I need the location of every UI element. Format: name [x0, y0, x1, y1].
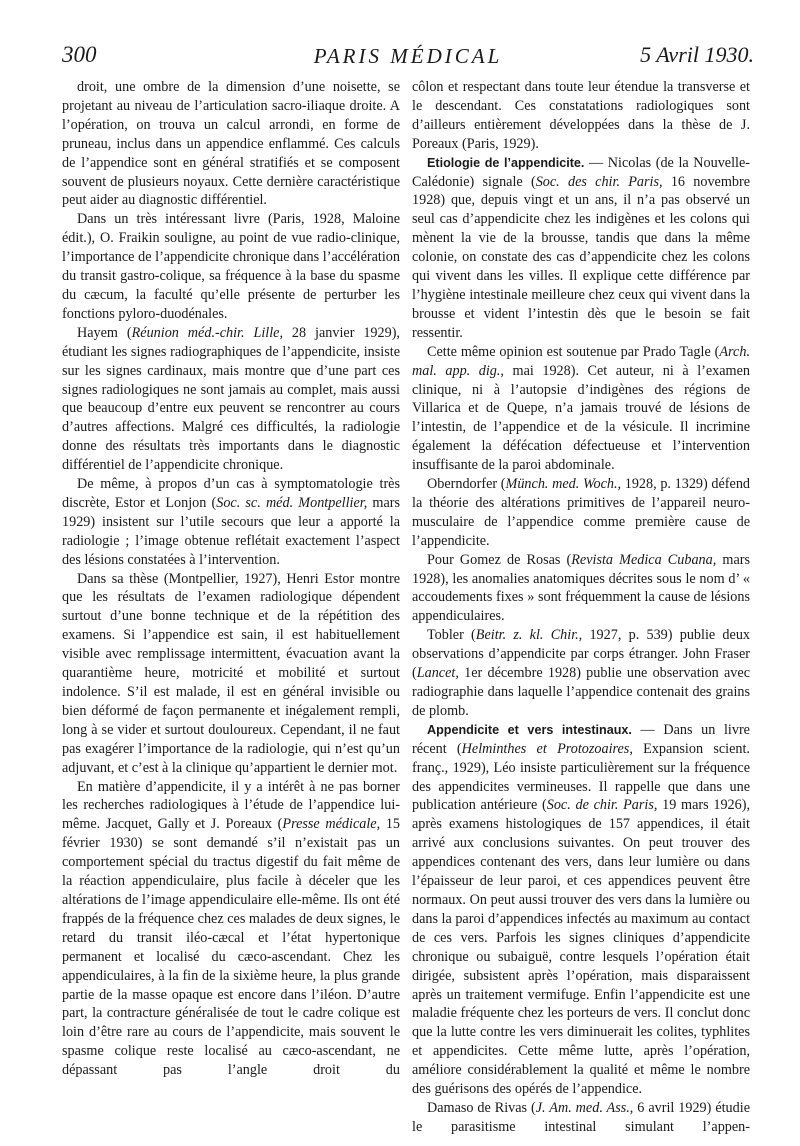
paragraph	[62, 78, 400, 210]
paragraph-text: droit, une ombre de la dimension d’une noisette, se projetant au niveau de l’articulation sacro-iliaque droite. A l’opération, on trouva un calcul arrondi, en forme de pruneau, inclus dans un appendice enflammé. Ces calculs de l’appendice sont en général stratifiés et se composent souvent de plusieurs noyaux. Cette dernière caractéristique peut aider au diagnostic différentiel.	[62, 79, 400, 209]
paragraph	[412, 551, 750, 627]
section-heading: Appendicite et vers intestinaux.	[427, 722, 632, 737]
paragraph	[62, 778, 400, 1081]
paragraph-text: Dans un très intéressant livre (Paris, 1928, Maloine édit.), O. Fraikin souligne, au point de vue radio-clinique, l’importance de l’appendicite chronique dans l’accélération du transit gastro-colique, sa fréquence à la base du spasme du cæcum, la faculté qu’elle présente de perturber les fonctions pyloro-duodénales.	[62, 211, 400, 322]
paragraph	[412, 78, 750, 154]
paragraph-text: 15 février 1930) se sont demandé s’il n’existait pas un comportement spécial du tractus digestif du fait même de la réaction appendiculaire, plus facile à déceler que les altérations de l’image appendiculaire elle-même. Ils ont été frappés de la fréquence chez ces malades de deux signes, le retard du transit iléo-cæcal et l’état hypertonique permanent et localisé du cæco-ascendant. Chez les appendiculaires, à la fin de la sixième heure, la plus grande partie de la masse opaque est encore dans l’iléon. D’autre part, la contracture généralisée de tout le cadre colique est loin d’être rare au cours de l’appendicite, mais souvent le spasme colique reste localisé au cæco-ascendant, ne dépassant pas l’angle droit du	[62, 816, 401, 1079]
paragraph	[412, 721, 750, 1099]
right-column	[412, 78, 750, 1137]
paragraph-text: Dans sa thèse (Montpellier, 1927), Henri Estor montre que les résultats de l’examen radiologique dépendent surtout d’une bonne technique et de la répétition des examens. Si l’appendice est sain, il est habituellement visible avec remplissage intermittent, évacuation avant la quarantième heure, motricité et mobilité et surtout indolence. S’il est malade, il est en général invisible ou bien déformé de façon permanente et inégalement rempli, long à se vider et surtout douloureux. Cependant, il ne faut pas exagérer l’importance de la radiologie, qui n’est qu’un adjuvant, et c’est à la clinique qu’appartient le dernier mot.	[62, 570, 400, 776]
paragraph	[62, 210, 400, 323]
section-heading: Etiologie de l’appendicite.	[427, 155, 585, 170]
issue-date: 5 Avril 1930.	[640, 42, 754, 67]
paragraph-text: — Dans un livre récent (	[412, 721, 750, 757]
citation-italic: Soc. de chir. Paris,	[546, 797, 658, 814]
citation-italic: Arch. mal. app. dig.,	[412, 343, 750, 379]
paragraph-text: Hayem (	[77, 324, 132, 341]
paragraph-text: Pour Gomez de Rosas (	[427, 551, 572, 568]
paragraph-text: Expansion scient. franç., 1929), Léo insiste particulièrement sur la fréquence des appendicites vermineuses. Il rappelle que dans une publication antérieure (	[412, 740, 750, 814]
paragraph-text: En matière d’appendicite, il y a intérêt à ne pas borner les recherches radiologiques à l’étude de l’appendice lui-même. Jacquet, Gally et J. Poreaux (	[62, 778, 400, 833]
paragraph	[62, 324, 400, 475]
paragraph-text: Cette même opinion est soutenue par Prado Tagle (	[427, 343, 720, 360]
paragraph-text: 1928, p. 1329) défend la théorie des altérations primitives de l’appareil neuro-musculaire de l’appendice comme première cause de l’appendicite.	[412, 476, 751, 549]
paragraph-text: Oberndorfer (	[427, 476, 506, 493]
page-number: 300	[62, 42, 97, 67]
journal-title: PARIS MÉDICAL	[313, 44, 503, 68]
paragraph-text: Damaso de Rivas (	[427, 1099, 536, 1116]
paragraph-text: mars 1929) insistent sur l’utile secours que leur a apporté la radiologie ; l’image obtenue reflétait exactement l’aspect des lésions constatées à l’intervention.	[62, 494, 400, 568]
paragraph-text: 6 avril 1929) étudie le parasitisme intestinal simulant l’appen-	[412, 1099, 750, 1135]
paragraph	[412, 626, 750, 721]
citation-italic: Lancet,	[416, 665, 459, 682]
citation-italic: Soc. sc. méd. Montpellier,	[216, 494, 368, 511]
paragraph	[62, 570, 400, 778]
paragraph-text: De même, à propos d’un cas à symptomatologie très discrète, Estor et Lonjon (	[62, 476, 400, 511]
citation-italic: Revista Medica Cubana,	[571, 551, 717, 568]
citation-italic: J. Am. med. Ass.,	[535, 1099, 634, 1116]
paragraph-text: 1er décembre 1928) publie une observation avec radiographie dans laquelle l’appendice contenait des grains de plomb.	[412, 665, 750, 719]
paragraph	[412, 1099, 750, 1137]
citation-italic: Soc. des chir. Paris,	[535, 173, 663, 190]
paragraph-text: mars 1928), les anomalies anatomiques décrites sous le nom d’ « accoudements fixes » sont fréquemment la cause de lésions appendiculaires.	[412, 551, 750, 625]
paragraph-text: 28 janvier 1929), étudiant les signes radiographiques de l’appendicite, insiste sur les signes cardinaux, mais montre que d’une part ces signes radiologiques ne sont jamais au complet, mais aussi que beaucoup d’entre eux peuvent se rencontrer au cours d’autres affections. Malgré ces difficultés, la radiologie donne des résultats très importants dans le diagnostic différentiel de l’appendicite chronique.	[62, 324, 400, 474]
paragraph	[62, 475, 400, 570]
page-header	[62, 42, 754, 72]
citation-italic: Réunion méd.-chir. Lille,	[131, 324, 284, 341]
paragraph-text: 19 mars 1926), après examens histologiques de 157 appendices, il était arrivé aux conclusions suivantes. On peut trouver des appendices contenant des vers, dans leur lumière ou dans l’épaisseur de leur paroi, et ces appendices peuvent être normaux. On peut aussi trouver des vers dans la lumière ou dans la paroi d’appendices infectés au maximum au contact de ces vers. Parfois les signes cliniques d’appendicite chronique ou subaiguë, contre lesquels l’opération était dirigée, subsistent après l’opération, mais disparaissent après un traitement vermifuge. Enfin l’appendicite est une maladie fréquente chez les porteurs de vers. Il conclut donc que la lutte contre les vers diminuerait les colites, typhlites et appendicites. Cette même lutte, après l’opération, améliore considérablement la qualité et même le nombre des guérisons des opérés de l’appendice.	[412, 797, 751, 1098]
paragraph-text: côlon et respectant dans toute leur étendue la transverse et le descendant. Ces constatations radiologiques sont d’ailleurs entièrement développées dans la thèse de J. Poreaux (Paris, 1929).	[412, 79, 750, 152]
paragraph-text: mai 1928). Cet auteur, ni à l’examen clinique, ni à l’autopsie d’indigènes des régions de Villarica et de Quepe, n’a jamais trouvé de lésions de l’intestin, de l’appendice et de la vésicule. Il incrimine également la défécation défectueuse et l’intervention insuffisante de la paroi abdominale.	[412, 362, 750, 474]
left-column	[62, 78, 400, 1080]
paragraph-text: 16 novembre 1928) que, depuis vingt et un ans, il n’a pas observé un seul cas d’appendicite chez les indigènes et les colons qui mènent la vie de la brousse, tandis que dans la même colonie, on constate des cas d’appendicite chez les colons qui vivent dans les villes. Il explique cette différence par l’hygiène intestinale meilleure chez ceux qui vivent dans la brousse et vident l’intestin dès que le besoin se fait ressentir.	[412, 173, 750, 341]
paragraph	[412, 475, 750, 551]
citation-italic: Münch. med. Woch.,	[505, 476, 622, 493]
paragraph	[412, 343, 750, 475]
paragraph	[412, 154, 750, 343]
paragraph-text: — Nicolas (de la Nouvelle-Calédonie) signale (	[412, 154, 751, 190]
paragraph-text: Tobler (	[427, 627, 476, 644]
citation-italic: Beitr. z. kl. Chir.,	[475, 627, 583, 644]
citation-italic: Helminthes et Protozoaires,	[461, 740, 633, 757]
citation-italic: Presse médicale,	[282, 816, 381, 833]
paragraph-text: 1927, p. 539) publie deux observations d’appendicite par corps étranger. John Fraser (	[412, 627, 751, 682]
